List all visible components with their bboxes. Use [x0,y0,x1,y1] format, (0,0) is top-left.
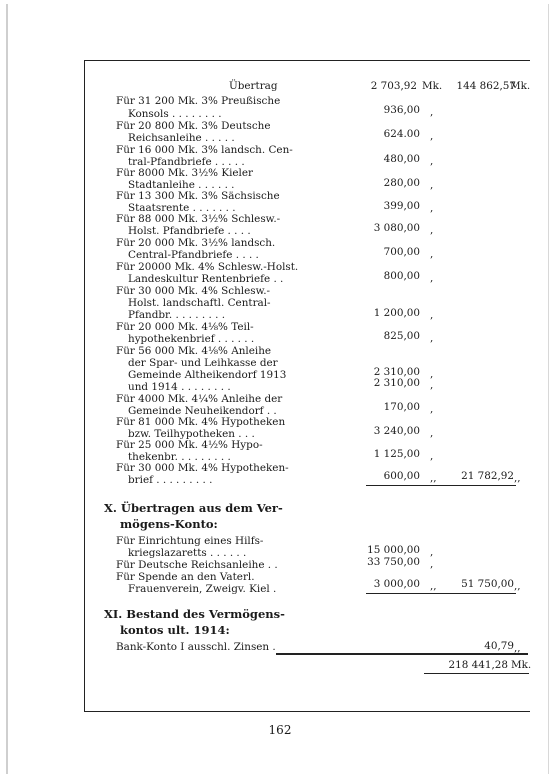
carry-over-unit-2: Mk. [510,80,531,92]
subtotal-amount: 21 782,92 [461,470,514,482]
entry-text: Für Einrichtung eines Hilfs- [116,535,264,547]
entry-text: Für 20 800 Mk. 3% Deutsche [116,120,271,132]
ditto-mark: , [430,309,434,321]
entry-text: Pfandbr. . . . . . . . . [128,309,226,321]
ditto-mark: , [430,427,434,439]
carry-over-unit: Mk. [422,80,443,92]
entry-amount: 1 200,00 [373,307,420,319]
entry-text: Reichsanleihe . . . . . [128,132,235,144]
carry-over-amount-1: 2 703,92 [370,80,417,92]
page-number: 162 [268,723,292,737]
entry-text: Landeskultur Rentenbriefe . . [128,273,284,285]
ditto-mark: , [430,224,434,236]
entry-text: Stadtanleihe . . . . . . [128,179,235,191]
entry-text: Holst. Pfandbriefe . . . . [128,225,251,237]
entry-text: Gemeinde Neuheikendorf . . [128,405,277,417]
entry-amount: 700,00 [383,246,420,258]
ditto-mark: , [430,155,434,167]
entry-amount: 15 000,00 [367,544,420,556]
entry-text: Für Spende an den Vaterl. [116,571,255,583]
entry-amount: 936,00 [383,104,420,116]
entry-amount: 280,00 [383,177,420,189]
page-edge [6,4,8,774]
ditto-mark: , [430,179,434,191]
entry-text: Bank-Konto I ausschl. Zinsen . [116,641,276,653]
section-heading: mögens-Konto: [120,517,218,531]
entry-amount: 480,00 [383,153,420,165]
entry-amount: 2 310,00 [373,366,420,378]
subtotal-rule [366,485,516,486]
entry-amount: 3 000,00 [373,578,420,590]
entry-text: der Spar- und Leihkasse der [128,357,278,369]
entry-amount: 624.00 [383,128,420,140]
entry-amount: 399,00 [383,200,420,212]
ditto-mark: ,, [430,580,437,592]
entry-text: Konsols . . . . . . . . [128,108,222,120]
entry-text: Für 20 000 Mk. 3½% landsch. [116,237,276,249]
carry-over-label: Übertrag [229,80,278,92]
entry-amount: 600,00 [383,470,420,482]
page-edge [548,4,549,774]
ditto-mark: , [430,248,434,260]
entry-text: Frauenverein, Zweigv. Kiel . [128,583,277,595]
entry-text: Holst. landschaftl. Central- [128,297,271,309]
entry-text: Für 20000 Mk. 4% Schlesw.-Holst. [116,261,299,273]
ditto-mark: , [430,130,434,142]
entry-amount: 40,79 [484,640,514,652]
entry-text: bzw. Teilhypotheken . . . [128,428,255,440]
entry-text: hypothekenbrief . . . . . . [128,333,255,345]
section-heading: X. Übertragen aus dem Ver- [104,501,283,515]
ditto-mark: ,, [514,580,521,592]
entry-text: Für 25 000 Mk. 4½% Hypo- [116,439,263,451]
entry-text: Für 30 000 Mk. 4% Hypotheken- [116,462,289,474]
ditto-mark: , [430,403,434,415]
carry-over-amount-2: 144 862,57 [456,80,516,92]
ditto-mark: , [430,106,434,118]
entry-amount: 33 750,00 [367,556,420,568]
entry-amount: 170,00 [383,401,420,413]
total-rule [424,673,529,674]
balance-rule [276,653,528,655]
section-heading: kontos ult. 1914: [120,623,230,637]
subtotal-rule [366,593,516,594]
ditto-mark: , [430,368,434,380]
entry-text: Für 31 200 Mk. 3% Preußische [116,95,281,107]
entry-text: Staatsrente . . . . . . . [128,202,236,214]
entry-text: Gemeinde Altheikendorf 1913 [128,369,287,381]
section-heading: XI. Bestand des Vermögens- [104,607,285,621]
entry-amount: 800,00 [383,270,420,282]
grand-total-unit: Mk. [511,659,532,671]
entry-amount: 3 240,00 [373,425,420,437]
entry-text: Für 30 000 Mk. 4% Schlesw.- [116,285,271,297]
ditto-mark: , [430,332,434,344]
entry-amount: 825,00 [383,330,420,342]
entry-text: und 1914 . . . . . . . . [128,381,231,393]
ditto-mark: , [430,450,434,462]
entry-amount: 3 080,00 [373,222,420,234]
entry-amount: 1 125,00 [373,448,420,460]
ditto-mark: ,, [514,472,521,484]
entry-text: Für 4000 Mk. 4¼% Anleihe der [116,393,283,405]
entry-text: tral-Pfandbriefe . . . . . [128,156,245,168]
entry-text: Für 20 000 Mk. 4⅛% Teil- [116,321,254,333]
grand-total-amount: 218 441,28 [448,659,508,671]
ditto-mark: , [430,202,434,214]
ditto-mark: ,, [430,472,437,484]
entry-amount: 2 310,00 [373,377,420,389]
entry-text: Für Deutsche Reichsanleihe . . [116,559,278,571]
entry-text: Für 56 000 Mk. 4⅛% Anleihe [116,345,272,357]
entry-text: Für 8000 Mk. 3½% Kieler [116,167,253,179]
entry-text: Für 81 000 Mk. 4% Hypotheken [116,416,286,428]
entry-text: Für 88 000 Mk. 3½% Schlesw.- [116,213,281,225]
entry-text: thekenbr. . . . . . . . . [128,451,231,463]
ditto-mark: , [430,272,434,284]
entry-text: Für 13 300 Mk. 3% Sächsische [116,190,280,202]
entry-text: kriegslazaretts . . . . . . [128,547,247,559]
ditto-mark: , [430,546,434,558]
entry-text: Central-Pfandbriefe . . . . [128,249,259,261]
entry-text: brief . . . . . . . . . [128,474,213,486]
entry-text: Für 16 000 Mk. 3% landsch. Cen- [116,144,293,156]
subtotal-amount: 51 750,00 [461,578,514,590]
ditto-mark: , [430,558,434,570]
ditto-mark: ,, [514,642,521,654]
ditto-mark: , [430,379,434,391]
